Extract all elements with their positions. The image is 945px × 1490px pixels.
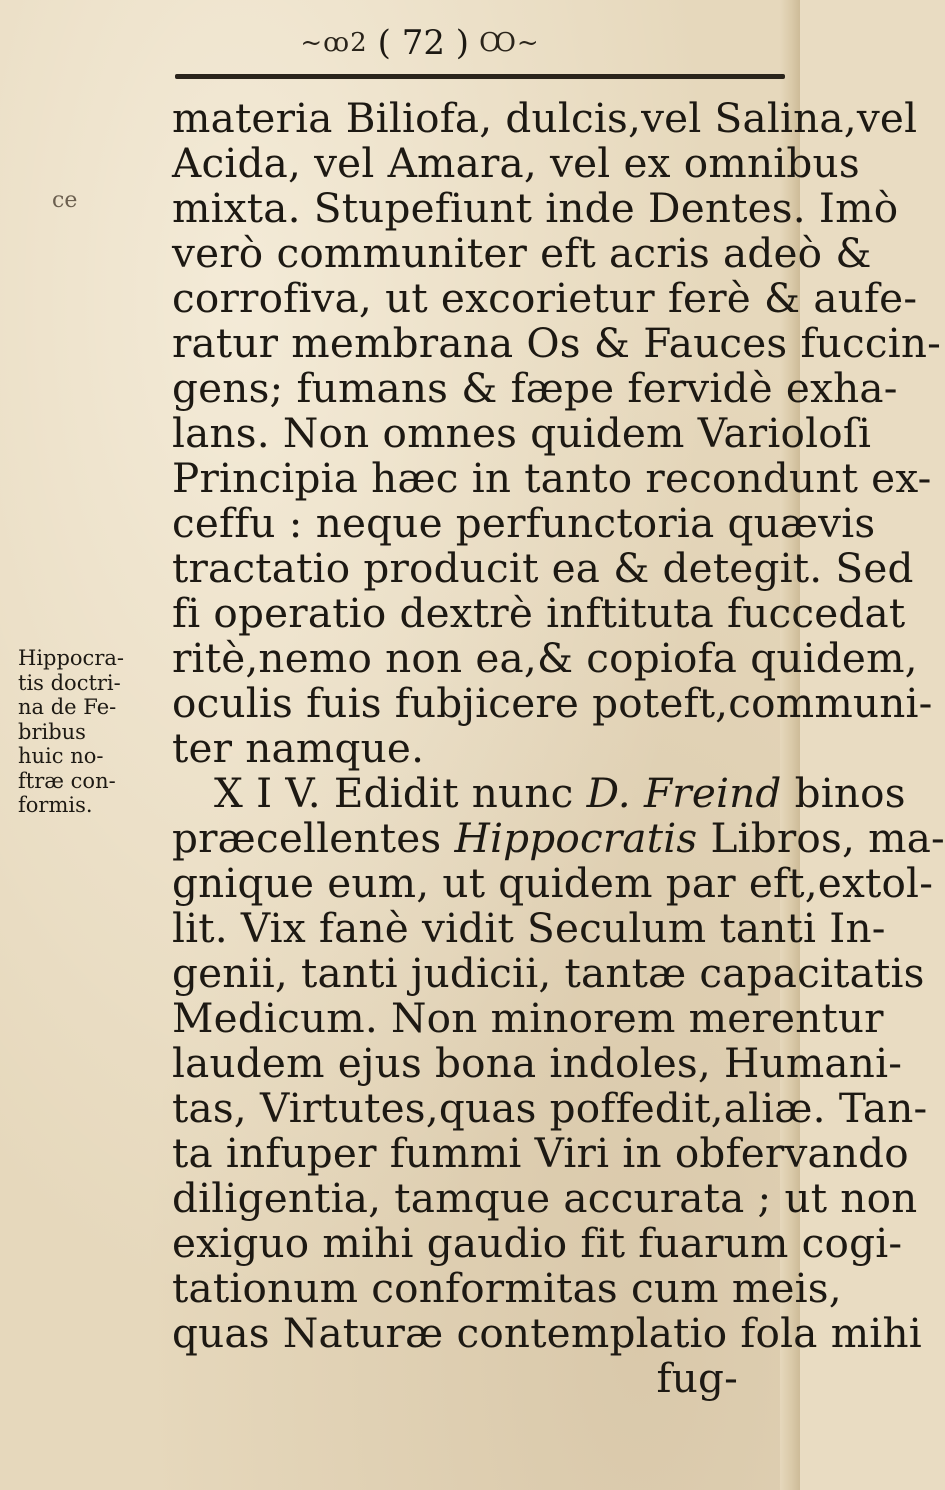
text-line: ta infuper fummi Viri in obfervando <box>172 1129 909 1177</box>
margin-note-line: formis. <box>18 793 93 817</box>
header-rule <box>175 74 785 79</box>
margin-note-line: huic no- <box>18 744 104 768</box>
text-line: gnique eum, ut quidem par eft,extol- <box>172 859 934 907</box>
text-line: corrofiva, ut excorietur ferè & aufe- <box>172 274 918 322</box>
header-ornament-right: Ꝏ~ <box>479 28 540 58</box>
margin-note-line: Hippocra- <box>18 646 124 670</box>
text-line: genii, tanti judicii, tantæ capacitatis <box>172 949 925 997</box>
text-line: Acida, vel Amara, vel ex omnibus <box>172 139 860 187</box>
text-line: gens; fumans & fæpe fervidè exha- <box>172 364 898 412</box>
text-line: materia Biliofa, dulcis,vel Salina,vel <box>172 94 918 142</box>
text-line: laudem ejus bona indoles, Humani- <box>172 1039 903 1087</box>
text-line: ter namque. <box>172 724 425 772</box>
margin-note-line: na de Fe- <box>18 695 117 719</box>
margin-note-line: tis doctri- <box>18 670 121 695</box>
text-line: tationum conformitas cum meis, <box>172 1264 842 1312</box>
page-number: ( 72 ) <box>377 23 470 63</box>
margin-note-line: bribus <box>18 719 86 744</box>
main-text <box>172 94 945 1402</box>
text-line <box>172 814 945 862</box>
text-line: lans. Non omnes quidem Varioloſi <box>172 409 872 457</box>
text-line: oculis fuis fubjicere poteft,communi- <box>172 679 933 727</box>
text-line: ratur membrana Os & Fauces fuccin- <box>172 319 942 367</box>
header-ornament-left: ~ꝏ2 <box>300 28 368 58</box>
text-segment: præcellentes <box>172 814 455 862</box>
text-line: Medicum. Non minorem merentur <box>172 994 884 1042</box>
text-line: mixta. Stupefiunt inde Dentes. Imò <box>172 184 899 232</box>
page-header <box>300 18 540 68</box>
text-line: diligentia, tamque accurata ; ut non <box>172 1174 918 1222</box>
text-line: verò communiter eft acris adeò & <box>172 229 872 277</box>
freind-name: D. Freind <box>586 769 782 817</box>
paragraph-14-lead: X I V. Edidit nunc <box>214 769 587 817</box>
stray-mark: ce <box>52 188 78 213</box>
text-line: fi operatio dextrè inftituta fuccedat <box>172 589 906 637</box>
text-line: Principia hæc in tanto recondunt ex- <box>172 454 932 502</box>
text-line: tractatio producit ea & detegit. Sed <box>172 544 914 592</box>
text-line: lit. Vix fanè vidit Seculum tanti In- <box>172 904 886 952</box>
text-line: ritè,nemo non ea,& copiofa quidem, <box>172 634 918 682</box>
hippocratis-italic: Hippocratis <box>454 814 698 862</box>
catchword: fug- <box>656 1354 738 1402</box>
paragraph-14-first-line <box>172 769 906 817</box>
text-line: quas Naturæ contemplatio fola mihi <box>172 1309 922 1357</box>
margin-note <box>18 646 168 818</box>
margin-note-line: ftræ con- <box>18 768 116 793</box>
text-line: exiguo mihi gaudio fit fuarum cogi- <box>172 1219 903 1267</box>
text-line: tas, Virtutes,quas poffedit,aliæ. Tan- <box>172 1084 928 1132</box>
paragraph-14-rest: binos <box>781 769 906 817</box>
text-segment: Libros, ma- <box>697 814 945 862</box>
text-line: ceffu : neque perfunctoria quævis <box>172 499 876 547</box>
